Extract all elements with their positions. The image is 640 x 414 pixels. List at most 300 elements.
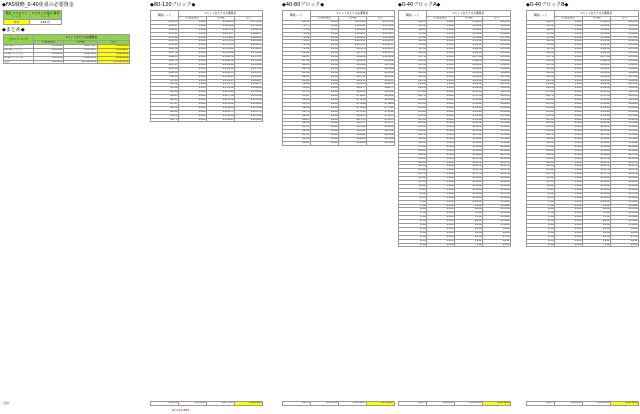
cell-rate[interactable]: 20.40 [399, 130, 427, 134]
cell-loss[interactable]: ¥406 [455, 227, 483, 231]
cell-margin[interactable]: ¥500 [427, 169, 455, 173]
cell-margin[interactable]: ¥500 [311, 71, 339, 75]
cell-loss[interactable]: ¥9,422 [339, 59, 367, 63]
cell-rate[interactable]: 40.00 [527, 20, 555, 24]
cell-margin[interactable]: ¥500 [555, 200, 583, 204]
cell-loss[interactable]: ¥1,386 [583, 188, 611, 192]
cell-loss[interactable]: ¥14,872 [207, 56, 235, 60]
cell-loss[interactable]: ¥210 [583, 235, 611, 239]
cell-total[interactable]: ¥9,566 [367, 67, 395, 71]
cell-rate[interactable]: 59.68 [283, 83, 311, 87]
cell-rate[interactable]: 25.30 [399, 102, 427, 106]
cell-total[interactable]: ¥3,258 [483, 134, 511, 138]
cell-margin[interactable]: ¥500 [179, 36, 207, 40]
cell-loss[interactable]: ¥13,801 [207, 75, 235, 79]
cell-loss[interactable]: ¥504 [583, 224, 611, 228]
cell-total[interactable]: ¥612 [483, 239, 511, 243]
cell-rate[interactable]: 49.52 [283, 114, 311, 118]
cell-total[interactable]: ¥10,278 [367, 52, 395, 56]
cell-total[interactable]: ¥12,588 [235, 106, 263, 110]
cell-margin[interactable]: ¥500 [179, 79, 207, 83]
cell-total[interactable]: ¥2,866 [483, 149, 511, 153]
cell-loss[interactable]: ¥406 [583, 227, 611, 231]
cell-margin[interactable]: ¥500 [427, 188, 455, 192]
cell-rate[interactable]: 26.00 [527, 99, 555, 103]
cell-loss[interactable]: ¥2,954 [583, 126, 611, 130]
cell-total[interactable]: ¥2,768 [483, 153, 511, 157]
cell-margin[interactable]: ¥500 [555, 91, 583, 95]
cell-total[interactable]: ¥5,512 [611, 44, 639, 48]
cell-total[interactable]: ¥2,670 [611, 157, 639, 161]
cell-rate[interactable]: 100.11 [151, 71, 179, 75]
cell-total[interactable]: ¥13,659 [235, 87, 263, 91]
cell-rate[interactable]: 35.80 [527, 44, 555, 48]
cell-total[interactable]: ¥4,532 [611, 83, 639, 87]
cell-loss[interactable]: ¥1,680 [583, 177, 611, 181]
summary-cell-loss[interactable]: ¥355,887 [64, 48, 98, 52]
cell-margin[interactable]: ¥500 [179, 67, 207, 71]
cell-total[interactable]: ¥4,728 [611, 75, 639, 79]
footer-margin[interactable]: ¥21,000 [311, 402, 339, 406]
cell-margin[interactable]: ¥500 [311, 142, 339, 146]
cell-margin[interactable]: ¥500 [555, 216, 583, 220]
cell-margin[interactable]: ¥500 [555, 83, 583, 87]
cell-margin[interactable]: ¥500 [555, 130, 583, 134]
cell-rate[interactable]: 14.10 [399, 165, 427, 169]
footer-avg-rate[interactable]: 20.05 [399, 402, 427, 406]
cell-loss[interactable]: ¥3,150 [455, 118, 483, 122]
cell-total[interactable]: ¥13,444 [235, 91, 263, 95]
cell-total[interactable]: ¥1,004 [483, 224, 511, 228]
cell-margin[interactable]: ¥500 [427, 126, 455, 130]
cell-total[interactable]: ¥6,366 [367, 138, 395, 142]
cell-margin[interactable]: ¥500 [311, 28, 339, 32]
cell-total[interactable]: ¥5,904 [483, 28, 511, 32]
cell-loss[interactable]: ¥7,644 [339, 99, 367, 103]
cell-rate[interactable]: 14.80 [399, 161, 427, 165]
cell-loss[interactable]: ¥2,562 [455, 142, 483, 146]
cell-loss[interactable]: ¥2,170 [455, 157, 483, 161]
cell-total[interactable]: ¥2,964 [483, 145, 511, 149]
cell-rate[interactable]: 89.40 [151, 99, 179, 103]
cell-total[interactable]: ¥9,033 [367, 79, 395, 83]
cell-margin[interactable]: ¥500 [555, 126, 583, 130]
cell-margin[interactable]: ¥500 [427, 200, 455, 204]
cell-rate[interactable]: 21.80 [527, 122, 555, 126]
cell-rate[interactable]: 5.00 [399, 216, 427, 220]
cell-loss[interactable]: ¥4,522 [455, 63, 483, 67]
cell-rate[interactable]: 16.90 [399, 149, 427, 153]
footer-loss[interactable]: ¥367,185 [207, 402, 235, 406]
cell-loss[interactable]: ¥7,822 [339, 95, 367, 99]
cell-total[interactable]: ¥2,278 [483, 173, 511, 177]
cell-rate[interactable]: 27.40 [527, 91, 555, 95]
cell-rate[interactable]: 2.90 [527, 227, 555, 231]
cell-margin[interactable]: ¥500 [427, 208, 455, 212]
cell-margin[interactable]: ¥500 [427, 56, 455, 60]
cell-rate[interactable]: 31.60 [527, 67, 555, 71]
cell-rate[interactable]: 24.60 [527, 106, 555, 110]
cell-rate[interactable]: 5.70 [399, 212, 427, 216]
cell-total[interactable]: ¥13,873 [235, 83, 263, 87]
cell-loss[interactable]: ¥210 [455, 235, 483, 239]
cell-rate[interactable]: 37.20 [527, 36, 555, 40]
cell-loss[interactable]: ¥3,542 [583, 102, 611, 106]
cell-margin[interactable]: ¥500 [311, 67, 339, 71]
cell-total[interactable]: ¥12,373 [235, 110, 263, 114]
cell-margin[interactable]: ¥500 [555, 196, 583, 200]
footer-margin[interactable]: ¥29,000 [427, 402, 455, 406]
cell-total[interactable]: ¥5,904 [611, 28, 639, 32]
cell-margin[interactable]: ¥500 [427, 91, 455, 95]
cell-total[interactable]: ¥4,924 [611, 67, 639, 71]
cell-loss[interactable]: ¥994 [583, 204, 611, 208]
cell-total[interactable]: ¥2,670 [483, 157, 511, 161]
cell-rate[interactable]: 30.20 [399, 75, 427, 79]
cell-margin[interactable]: ¥500 [555, 20, 583, 24]
cell-loss[interactable]: ¥896 [583, 208, 611, 212]
cell-total[interactable]: ¥15,372 [235, 56, 263, 60]
cell-loss[interactable]: ¥16,372 [207, 28, 235, 32]
cell-loss[interactable]: ¥5,110 [455, 40, 483, 44]
cell-loss[interactable]: ¥3,738 [455, 95, 483, 99]
cell-rate[interactable]: 48.25 [283, 118, 311, 122]
cell-rate[interactable]: 15.50 [527, 157, 555, 161]
cell-total[interactable]: ¥3,160 [611, 138, 639, 142]
cell-loss[interactable]: ¥308 [583, 231, 611, 235]
cell-margin[interactable]: ¥500 [427, 44, 455, 48]
cell-margin[interactable]: ¥500 [555, 145, 583, 149]
cell-total[interactable]: ¥1,788 [611, 192, 639, 196]
cell-total[interactable]: ¥808 [483, 231, 511, 235]
summary-cell-total[interactable]: ¥380,185 [98, 44, 130, 48]
cell-loss[interactable]: ¥3,052 [455, 122, 483, 126]
cell-rate[interactable]: 113.88 [151, 36, 179, 40]
cell-rate[interactable]: 106.23 [151, 56, 179, 60]
cell-margin[interactable]: ¥500 [179, 56, 207, 60]
cell-loss[interactable]: ¥4,620 [583, 59, 611, 63]
cell-margin[interactable]: ¥500 [427, 83, 455, 87]
cell-margin[interactable]: ¥500 [555, 52, 583, 56]
cell-total[interactable]: ¥5,022 [483, 63, 511, 67]
cell-total[interactable]: ¥710 [483, 235, 511, 239]
cell-rate[interactable]: 7.10 [399, 204, 427, 208]
cell-loss[interactable]: ¥896 [455, 208, 483, 212]
cell-margin[interactable]: ¥500 [179, 91, 207, 95]
cell-loss[interactable]: ¥9,778 [339, 52, 367, 56]
param-ref-value[interactable]: 140 円 [30, 20, 62, 25]
cell-total[interactable]: ¥3,944 [483, 106, 511, 110]
cell-margin[interactable]: ¥500 [311, 44, 339, 48]
cell-loss[interactable]: ¥3,934 [455, 87, 483, 91]
cell-rate[interactable]: 7.80 [527, 200, 555, 204]
summary-cell-margin[interactable]: ¥92,000 [34, 60, 64, 64]
cell-margin[interactable]: ¥500 [555, 149, 583, 153]
cell-loss[interactable]: ¥1,484 [455, 184, 483, 188]
cell-total[interactable]: ¥6,544 [367, 134, 395, 138]
cell-total[interactable]: ¥1,494 [611, 204, 639, 208]
cell-total[interactable]: ¥3,846 [611, 110, 639, 114]
cell-rate[interactable]: 30.90 [527, 71, 555, 75]
cell-total[interactable]: ¥14,515 [235, 71, 263, 75]
cell-margin[interactable]: ¥500 [427, 153, 455, 157]
cell-total[interactable]: ¥808 [611, 231, 639, 235]
cell-total[interactable]: ¥4,630 [483, 79, 511, 83]
cell-rate[interactable]: 71.11 [283, 48, 311, 52]
cell-loss[interactable]: ¥2,954 [455, 126, 483, 130]
cell-total[interactable]: ¥9,922 [367, 59, 395, 63]
cell-margin[interactable]: ¥500 [555, 79, 583, 83]
cell-margin[interactable]: ¥500 [179, 20, 207, 24]
cell-loss[interactable]: ¥5,688 [339, 142, 367, 146]
cell-total[interactable]: ¥3,454 [611, 126, 639, 130]
cell-total[interactable]: ¥1,004 [611, 224, 639, 228]
cell-loss[interactable]: ¥11,022 [339, 24, 367, 28]
cell-margin[interactable]: ¥500 [311, 114, 339, 118]
cell-rate[interactable]: 19.00 [527, 138, 555, 142]
cell-rate[interactable]: 11.30 [527, 181, 555, 185]
cell-rate[interactable]: 35.10 [527, 48, 555, 52]
cell-loss[interactable]: ¥2,660 [583, 138, 611, 142]
cell-loss[interactable]: ¥6,933 [339, 114, 367, 118]
cell-margin[interactable]: ¥500 [427, 99, 455, 103]
cell-total[interactable]: ¥3,356 [611, 130, 639, 134]
cell-rate[interactable]: 63.49 [283, 71, 311, 75]
cell-rate[interactable]: 27.40 [399, 91, 427, 95]
cell-margin[interactable]: ¥500 [555, 235, 583, 239]
cell-rate[interactable]: 6.40 [399, 208, 427, 212]
cell-total[interactable]: ¥2,082 [483, 181, 511, 185]
cell-rate[interactable]: 3.60 [399, 224, 427, 228]
cell-total[interactable]: ¥4,140 [483, 99, 511, 103]
cell-margin[interactable]: ¥500 [555, 59, 583, 63]
cell-total[interactable]: ¥1,984 [611, 184, 639, 188]
summary-cell-name[interactable]: 40-80ブロック [4, 48, 34, 52]
cell-total[interactable]: ¥2,376 [483, 169, 511, 173]
cell-rate[interactable]: 66.03 [283, 63, 311, 67]
cell-margin[interactable]: ¥500 [555, 157, 583, 161]
cell-margin[interactable]: ¥500 [555, 204, 583, 208]
cell-loss[interactable]: ¥4,424 [455, 67, 483, 71]
cell-total[interactable]: ¥10,811 [367, 40, 395, 44]
cell-rate[interactable]: 31.60 [399, 67, 427, 71]
cell-margin[interactable]: ¥500 [427, 102, 455, 106]
cell-loss[interactable]: ¥2,268 [455, 153, 483, 157]
cell-loss[interactable]: ¥10,489 [339, 36, 367, 40]
cell-margin[interactable]: ¥500 [179, 102, 207, 106]
cell-loss[interactable]: ¥4,424 [583, 67, 611, 71]
cell-rate[interactable]: 12.70 [399, 173, 427, 177]
cell-total[interactable]: ¥5,120 [611, 59, 639, 63]
cell-loss[interactable]: ¥14 [455, 243, 483, 247]
cell-rate[interactable]: 78.73 [283, 24, 311, 28]
cell-rate[interactable]: 5.70 [527, 212, 555, 216]
cell-margin[interactable]: ¥500 [179, 106, 207, 110]
cell-total[interactable]: ¥3,062 [611, 142, 639, 146]
cell-rate[interactable]: 107.76 [151, 52, 179, 56]
cell-rate[interactable]: 2.20 [399, 231, 427, 235]
cell-rate[interactable]: 8.50 [399, 196, 427, 200]
cell-margin[interactable]: ¥500 [311, 102, 339, 106]
cell-rate[interactable]: 21.80 [399, 122, 427, 126]
cell-margin[interactable]: ¥500 [311, 134, 339, 138]
cell-rate[interactable]: 12.00 [527, 177, 555, 181]
cell-total[interactable]: ¥1,690 [611, 196, 639, 200]
cell-rate[interactable]: 50.79 [283, 110, 311, 114]
cell-loss[interactable]: ¥2,660 [455, 138, 483, 142]
cell-total[interactable]: ¥7,433 [367, 114, 395, 118]
cell-rate[interactable]: 84.81 [151, 110, 179, 114]
cell-rate[interactable]: 17.60 [527, 145, 555, 149]
cell-loss[interactable]: ¥5,208 [455, 36, 483, 40]
footer-margin[interactable]: ¥29,000 [555, 402, 583, 406]
cell-rate[interactable]: 0.80 [527, 239, 555, 243]
cell-loss[interactable]: ¥1,288 [455, 192, 483, 196]
cell-rate[interactable]: 9.20 [527, 192, 555, 196]
cell-total[interactable]: ¥3,552 [611, 122, 639, 126]
cell-margin[interactable]: ¥500 [311, 52, 339, 56]
cell-total[interactable]: ¥1,396 [483, 208, 511, 212]
cell-loss[interactable]: ¥4,914 [455, 48, 483, 52]
cell-margin[interactable]: ¥500 [555, 75, 583, 79]
cell-loss[interactable]: ¥1,190 [583, 196, 611, 200]
cell-rate[interactable]: 67.30 [283, 59, 311, 63]
cell-loss[interactable]: ¥3,248 [455, 114, 483, 118]
cell-rate[interactable]: 16.20 [527, 153, 555, 157]
cell-rate[interactable]: 9.90 [527, 188, 555, 192]
cell-total[interactable]: ¥6,899 [367, 126, 395, 130]
cell-margin[interactable]: ¥500 [555, 134, 583, 138]
cell-rate[interactable]: 33.70 [399, 56, 427, 60]
cell-total[interactable]: ¥14,730 [235, 67, 263, 71]
cell-rate[interactable]: 60.95 [283, 79, 311, 83]
cell-margin[interactable]: ¥500 [427, 79, 455, 83]
cell-rate[interactable]: 33.00 [527, 59, 555, 63]
cell-total[interactable]: ¥4,140 [611, 99, 639, 103]
cell-loss[interactable]: ¥1,974 [455, 165, 483, 169]
cell-margin[interactable]: ¥500 [427, 32, 455, 36]
footer-total[interactable]: ¥380,185 [235, 402, 263, 406]
summary-cell-loss[interactable]: ¥1,048,684 [64, 60, 98, 64]
cell-total[interactable]: ¥12,159 [235, 114, 263, 118]
cell-loss[interactable]: ¥15,943 [207, 36, 235, 40]
cell-margin[interactable]: ¥500 [179, 71, 207, 75]
cell-margin[interactable]: ¥500 [555, 95, 583, 99]
cell-loss[interactable]: ¥2,072 [455, 161, 483, 165]
cell-loss[interactable]: ¥1,190 [455, 196, 483, 200]
cell-loss[interactable]: ¥1,974 [583, 165, 611, 169]
cell-rate[interactable]: 17.60 [399, 145, 427, 149]
cell-loss[interactable]: ¥4,816 [583, 52, 611, 56]
cell-rate[interactable]: 25.30 [527, 102, 555, 106]
summary-cell-loss[interactable]: ¥367,185 [64, 44, 98, 48]
cell-loss[interactable]: ¥2,856 [583, 130, 611, 134]
cell-total[interactable]: ¥2,768 [611, 153, 639, 157]
cell-loss[interactable]: ¥4,718 [583, 56, 611, 60]
cell-total[interactable]: ¥14,301 [235, 75, 263, 79]
cell-margin[interactable]: ¥500 [555, 161, 583, 165]
cell-total[interactable]: ¥2,866 [611, 149, 639, 153]
cell-total[interactable]: ¥9,211 [367, 75, 395, 79]
cell-loss[interactable]: ¥700 [455, 216, 483, 220]
cell-margin[interactable]: ¥500 [427, 122, 455, 126]
cell-total[interactable]: ¥6,100 [611, 20, 639, 24]
cell-rate[interactable]: 11.30 [399, 181, 427, 185]
cell-total[interactable]: ¥6,002 [611, 24, 639, 28]
cell-margin[interactable]: ¥500 [179, 110, 207, 114]
cell-margin[interactable]: ¥500 [427, 220, 455, 224]
cell-rate[interactable]: 76.19 [283, 32, 311, 36]
cell-margin[interactable]: ¥500 [311, 130, 339, 134]
cell-margin[interactable]: ¥500 [555, 165, 583, 169]
cell-rate[interactable]: 26.00 [399, 99, 427, 103]
cell-total[interactable]: ¥710 [611, 235, 639, 239]
cell-total[interactable]: ¥3,944 [611, 106, 639, 110]
cell-loss[interactable]: ¥13,373 [207, 83, 235, 87]
footer-loss[interactable]: ¥162,806 [455, 402, 483, 406]
cell-margin[interactable]: ¥500 [427, 181, 455, 185]
cell-loss[interactable]: ¥4,914 [583, 48, 611, 52]
cell-total[interactable]: ¥1,298 [483, 212, 511, 216]
cell-total[interactable]: ¥14,087 [235, 79, 263, 83]
cell-rate[interactable]: 23.20 [399, 114, 427, 118]
cell-loss[interactable]: ¥2,758 [455, 134, 483, 138]
cell-margin[interactable]: ¥500 [555, 67, 583, 71]
cell-total[interactable]: ¥6,188 [367, 142, 395, 146]
cell-total[interactable]: ¥5,806 [611, 32, 639, 36]
cell-margin[interactable]: ¥500 [427, 36, 455, 40]
cell-rate[interactable]: 52.06 [283, 106, 311, 110]
footer-total[interactable]: ¥191,806 [483, 402, 511, 406]
cell-margin[interactable]: ¥500 [179, 95, 207, 99]
cell-total[interactable]: ¥5,806 [483, 32, 511, 36]
summary-cell-name[interactable]: 80-120ブロック [4, 44, 34, 48]
cell-loss[interactable]: ¥8,177 [339, 87, 367, 91]
cell-margin[interactable]: ¥500 [427, 24, 455, 28]
cell-margin[interactable]: ¥500 [427, 235, 455, 239]
cell-total[interactable]: ¥4,532 [483, 83, 511, 87]
cell-loss[interactable]: ¥5,404 [455, 28, 483, 32]
cell-total[interactable]: ¥4,042 [483, 102, 511, 106]
cell-rate[interactable]: 1.50 [399, 235, 427, 239]
cell-margin[interactable]: ¥500 [555, 177, 583, 181]
cell-loss[interactable]: ¥7,466 [339, 102, 367, 106]
cell-loss[interactable]: ¥6,577 [339, 122, 367, 126]
cell-margin[interactable]: ¥500 [311, 83, 339, 87]
cell-total[interactable]: ¥5,022 [611, 63, 639, 67]
cell-total[interactable]: ¥13,016 [235, 99, 263, 103]
cell-margin[interactable]: ¥500 [555, 40, 583, 44]
cell-rate[interactable]: 18.30 [527, 142, 555, 146]
cell-total[interactable]: ¥1,102 [611, 220, 639, 224]
cell-loss[interactable]: ¥5,404 [583, 28, 611, 32]
cell-rate[interactable]: 32.30 [399, 63, 427, 67]
cell-rate[interactable]: 64.76 [283, 67, 311, 71]
cell-loss[interactable]: ¥2,366 [455, 149, 483, 153]
cell-loss[interactable]: ¥798 [583, 212, 611, 216]
cell-rate[interactable]: 35.10 [399, 48, 427, 52]
cell-loss[interactable]: ¥4,032 [583, 83, 611, 87]
cell-rate[interactable]: 22.50 [527, 118, 555, 122]
cell-loss[interactable]: ¥2,366 [583, 149, 611, 153]
cell-margin[interactable]: ¥500 [179, 59, 207, 63]
cell-loss[interactable]: ¥7,288 [339, 106, 367, 110]
cell-margin[interactable]: ¥500 [179, 32, 207, 36]
cell-margin[interactable]: ¥500 [311, 24, 339, 28]
cell-rate[interactable]: 36.50 [399, 40, 427, 44]
cell-margin[interactable]: ¥500 [427, 118, 455, 122]
cell-margin[interactable]: ¥500 [555, 63, 583, 67]
